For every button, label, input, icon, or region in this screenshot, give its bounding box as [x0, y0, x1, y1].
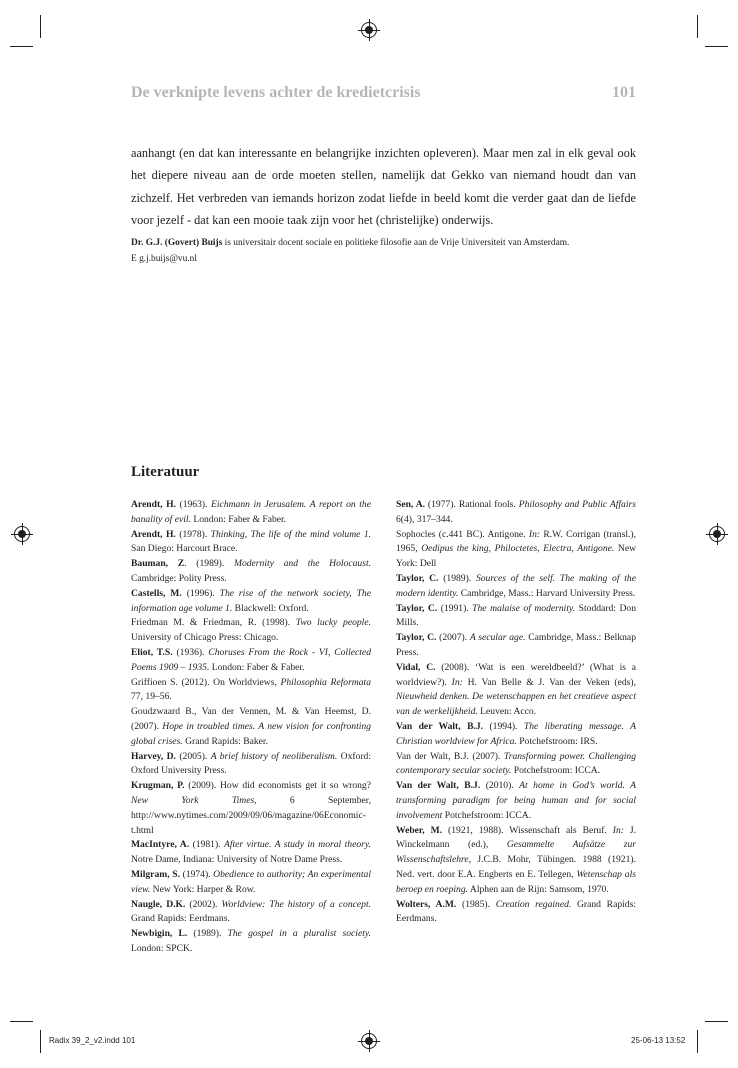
reference-column-left	[131, 498, 371, 957]
reference-entry: Harvey, D. (2005). A brief history of neoliberalism. Oxford: Oxford University Press.	[131, 750, 372, 777]
crop-mark	[10, 1021, 33, 1022]
slug-file-name: Radix 39_2_v2.indd 101	[49, 1036, 136, 1045]
reference-entry: Naugle, D.K. (2002). Worldview: The history of a concept. Grand Rapids: Eerdmans.	[131, 898, 372, 925]
registration-mark-icon	[14, 526, 30, 542]
slug-line	[0, 1036, 738, 1050]
crop-mark	[40, 15, 41, 38]
reference-entry: Van der Walt, B.J. (2007). Transforming power. Challenging contemporary secular society. Potchefstroom: ICCA.	[396, 750, 636, 777]
reference-entry: Van der Walt, B.J. (2010). At home in God’s world. A transforming paradigm for being human and for social involvement Potchefstroom: ICCA.	[396, 780, 637, 821]
reference-entry: MacIntyre, A. (1981). After virtue. A study in moral theory. Notre Dame, Indiana: University of Notre Dame Press.	[131, 839, 371, 866]
reference-entry: Arendt, H. (1978). Thinking, The life of the mind volume 1. San Diego: Harcourt Brace.	[131, 528, 372, 555]
reference-entry: Eliot, T.S. (1936). Choruses From the Rock - VI, Collected Poems 1909 – 1935. London: Faber & Faber.	[131, 646, 371, 673]
reference-entry: Castells, M. (1996). The rise of the network society, The information age volume 1. Blackwell: Oxford.	[131, 587, 371, 614]
reference-entry: Griffioen S. (2012). On Worldviews, Philosophia Reformata 77, 19–56.	[131, 676, 371, 703]
reference-entry: Newbigin, L. (1989). The gospel in a pluralist society. London: SPCK.	[131, 928, 372, 954]
crop-mark	[10, 46, 33, 47]
running-head	[131, 84, 636, 106]
reference-entry: Goudzwaard B., Van der Vennen, M. & Van Heemst, D. (2007). Hope in troubled times. A new vision for confronting global crises. Grand Rapids: Baker.	[131, 706, 372, 747]
reference-entry: Friedman M. & Friedman, R. (1998). Two lucky people. University of Chicago Press: Chicago.	[131, 617, 371, 644]
reference-entry: Arendt, H. (1963). Eichmann in Jerusalem. A report on the banality of evil. London: Faber & Faber.	[131, 499, 371, 525]
reference-entry: Milgram, S. (1974). Obedience to authority; An experimental view. New York: Harper & Row.	[131, 868, 371, 895]
reference-column-right	[396, 498, 636, 927]
reference-entry: Taylor, C. (1989). Sources of the self. The making of the modern identity. Cambridge, Mass.: Harvard University Press.	[396, 572, 636, 599]
reference-entry: Taylor, C. (1991). The malaise of modernity. Stoddard: Don Mills.	[396, 602, 636, 629]
reference-entry: Van der Walt, B.J. (1994). The liberating message. A Christian worldview for Africa. Potchefstroom: IRS.	[396, 720, 636, 747]
reference-entry: Sophocles (c.441 BC). Antigone. In: R.W. Corrigan (transl.), 1965, Oedipus the king, Philoctetes, Electra, Antigone. New York: Dell	[396, 528, 637, 570]
running-title: De verknipte levens achter de kredietcrisis	[131, 84, 421, 101]
reference-entry: Wolters, A.M. (1985). Creation regained. Grand Rapids: Eerdmans.	[396, 898, 636, 925]
page-number: 101	[612, 84, 636, 101]
reference-entry: Bauman, Z. (1989). Modernity and the Holocaust. Cambridge: Polity Press.	[131, 558, 372, 584]
reference-entry: Vidal, C. (2008). ‘Wat is een wereldbeeld?’ (What is a worldview?). In: H. Van Belle & J. Van der Veken (eds), Nieuwheid denken. De wetenschappen en het creatieve aspect van de werkelijkheid. Leuven: Acco.	[396, 661, 637, 718]
author-bio-text: is universitair docent sociale en politieke filosofie aan de Vrije Universiteit van Amsterdam.	[222, 238, 570, 248]
literature-heading: Literatuur	[131, 464, 200, 480]
reference-entry: Taylor, C. (2007). A secular age. Cambridge, Mass.: Belknap Press.	[396, 632, 636, 658]
body-paragraph: aanhangt (en dat kan interessante en belangrijke inzichten opleveren). Maar men zal in elk geval ook het diepere niveau aan de orde moeten stellen, namelijk dat Gekko van niemand houdt dan van zichzelf. Het verbreden van iemands horizon zodat liefde in beeld komt die verder gaat dan de liefde voor jezelf - dat kan een mooie taak zijn voor het (christelijke) onderwijs.	[131, 146, 636, 228]
author-name: Dr. G.J. (Govert) Buijs	[131, 238, 223, 248]
author-bio	[131, 235, 636, 267]
reference-entry: Weber, M. (1921, 1988). Wissenschaft als Beruf. In: J. Winckelmann (ed.), Gesammelte Aufsätze zur Wissenschaftslehre, J.C.B. Mohr, Tübingen. 1988 (1921). Ned. vert. door E.A. Engberts en E. Tellegen, Wetenschap als beroep en roeping. Alphen aan de Rijn: Samsom, 1970.	[396, 824, 637, 895]
crop-mark	[697, 15, 698, 38]
registration-mark-icon	[361, 22, 377, 38]
slug-date-time: 25-06-13 13:52	[631, 1036, 686, 1045]
crop-mark	[705, 1021, 728, 1022]
registration-mark-icon	[709, 526, 725, 542]
reference-entry: Krugman, P. (2009). How did economists get it so wrong? New York Times, 6 September, http://www.nytimes.com/2009/09/06/magazine/06Economic-t.html	[131, 780, 371, 836]
reference-entry: Sen, A. (1977). Rational fools. Philosophy and Public Affairs 6(4), 317–344.	[396, 499, 636, 525]
author-email: E g.j.buijs@vu.nl	[131, 254, 197, 264]
crop-mark	[705, 46, 728, 47]
